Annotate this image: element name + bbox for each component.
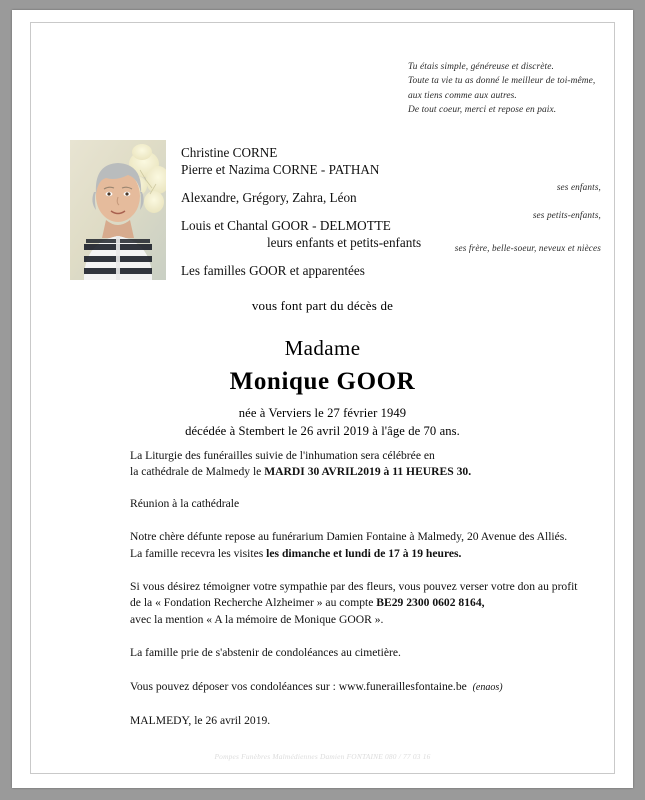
- online-condolences-paragraph: [130, 679, 560, 696]
- portrait-image: [70, 140, 166, 280]
- reunion-line: Réunion à la cathédrale: [130, 496, 240, 510]
- donation-line-2: [130, 595, 560, 611]
- no-condolences-paragraph: [130, 645, 560, 661]
- relation-label-siblings: ses frère, belle-soeur, neveux et nièces: [454, 243, 601, 253]
- donation-line-3: avec la mention « A la mémoire de Monique GOOR ».: [130, 612, 384, 626]
- liturgy-line-1: La Liturgie des funérailles suivie de l'inhumation sera célébrée en: [130, 449, 435, 462]
- epigraph-line-2: Toute ta vie tu as donné le meilleur de toi-même,: [408, 76, 596, 87]
- visiting-hours: les dimanche et lundi de 17 à 19 heures.: [266, 546, 462, 560]
- relation-label-grandchildren: ses petits-enfants,: [532, 210, 601, 220]
- liturgy-paragraph: [130, 448, 560, 481]
- online-condolences-note: (enaos): [472, 681, 503, 693]
- family-line: Louis et Chantal GOOR - DELMOTTE: [181, 218, 391, 233]
- liturgy-line-2: [130, 464, 560, 480]
- family-line: Christine CORNE: [181, 145, 278, 160]
- place-date-line: MALMEDY, le 26 avril 2019.: [130, 714, 271, 728]
- repose-line-1: Notre chère défunte repose au funérarium Damien Fontaine à Malmedy, 20 Avenue des Alliés.: [130, 530, 568, 544]
- family-line: Pierre et Nazima CORNE - PATHAN: [181, 162, 380, 177]
- deceased-name: Monique GOOR: [229, 368, 416, 395]
- details-block: [130, 448, 578, 746]
- epigraph-line-3: aux tiens comme aux autres.: [408, 90, 517, 101]
- repose-line-2: [130, 546, 560, 562]
- online-condolences-text[interactable]: Vous pouvez déposer vos condoléances sur : www.funeraillesfontaine.be: [130, 679, 467, 693]
- liturgy-prefix: la cathédrale de Malmedy le: [130, 465, 265, 479]
- relation-label-children: ses enfants,: [556, 182, 601, 192]
- liturgy-datetime: MARDI 30 AVRIL2019 à 11 HEURES 30.: [264, 465, 472, 479]
- funeral-notice-page: [12, 10, 633, 788]
- family-names-block: [181, 144, 511, 279]
- repose-prefix: La famille recevra les visites: [130, 546, 267, 560]
- epigraph-text: [408, 60, 623, 118]
- donation-iban: BE29 2300 0602 8164,: [376, 596, 485, 610]
- family-line: Alexandre, Grégory, Zahra, Léon: [181, 190, 357, 205]
- place-date-paragraph: [130, 713, 560, 729]
- announcement-block: [12, 298, 633, 439]
- epigraph-line-4: De tout coeur, merci et repose en paix.: [408, 105, 557, 116]
- family-line: Les familles GOOR et apparentées: [181, 263, 365, 278]
- donation-prefix: de la « Fondation Recherche Alzheimer » au compte: [130, 596, 377, 610]
- epigraph-line-1: Tu étais simple, généreuse et discrète.: [408, 62, 554, 72]
- reunion-paragraph: [130, 496, 560, 512]
- portrait-photo: [70, 140, 166, 280]
- repose-paragraph: [130, 529, 568, 562]
- announcement-intro: vous font part du décès de: [251, 298, 394, 313]
- family-line-sub: leurs enfants et petits-enfants: [267, 235, 422, 250]
- death-info: décédée à Stembert le 26 avril 2019 à l'âge de 70 ans.: [185, 424, 460, 438]
- birth-info: née à Verviers le 27 février 1949: [238, 406, 407, 420]
- donation-paragraph: [130, 579, 578, 628]
- no-condolences-line: La famille prie de s'abstenir de condoléances au cimetière.: [130, 646, 401, 660]
- announcement-title: Madame: [284, 336, 361, 360]
- footer-credit: Pompes Funèbres Malmédiennes Damien FONTAINE 080 / 77 03 16: [214, 752, 431, 761]
- online-condolences-line: [130, 679, 560, 696]
- donation-line-1: Si vous désirez témoigner votre sympathie par des fleurs, vous pouvez verser votre don au profit: [130, 580, 578, 594]
